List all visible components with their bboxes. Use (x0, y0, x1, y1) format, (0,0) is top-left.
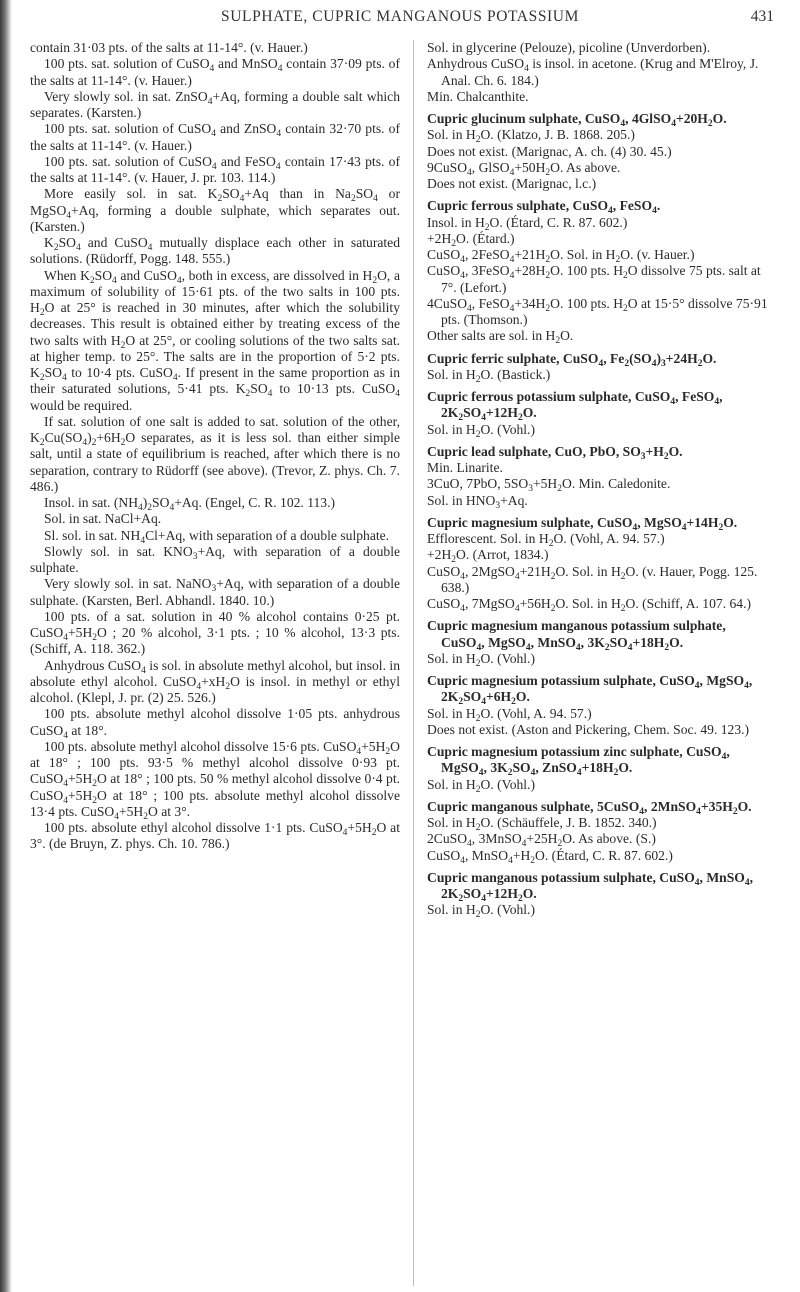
entry-line: Anhydrous CuSO$_4$ is insol. in acetone. (Krug and M'Elroy, J. Anal. Ch. 6. 184.) (427, 56, 759, 88)
entry-heading: Cupric magnesium sulphate, CuSO$_4$, $MgSO_4+14H_2O$. (427, 514, 738, 533)
entry-line: CuSO$_4$, $2FeSO_4+21H_2O$. Sol. in $H_2O$. (v. Hauer.) (427, 247, 695, 265)
column-divider (413, 40, 414, 1286)
left-paragraph: Anhydrous CuSO$_4$ is sol. in absolute methyl alcohol, but insol. in absolute ethyl alcohol. $CuSO_4+xH_2O$ is insol. in methyl or ethyl alcohol. (Klepl, J. pr. (2) 25. 526.) (30, 657, 400, 705)
compound-entry (427, 799, 772, 864)
entry-line: $+2H_2O$. (Étard.) (427, 230, 515, 249)
compound-entry (427, 618, 772, 667)
left-paragraph: 100 pts. absolute methyl alcohol dissolve 1·05 pts. anhydrous CuSO$_4$ at 18°. (30, 706, 400, 741)
entry-heading: Cupric ferrous potassium sulphate, CuSO$_4$, FeSO$_4$, $2K_2SO_4+12H_2O$. (427, 389, 723, 424)
entry-line: Sol. in $H_2O$. (Vohl.) (427, 902, 535, 921)
page-header (0, 6, 800, 36)
compound-entry (427, 111, 772, 192)
entry-line: CuSO$_4$, $2MgSO_4+21H_2O$. Sol. in $H_2O$. (v. Hauer, Pogg. 125. 638.) (427, 563, 758, 595)
entry-heading: Cupric ferric sulphate, CuSO$_4$, $Fe_2(SO_4)_3+24H_2O$. (427, 350, 717, 369)
entry-line: Sol. in $H_2O$. (Vohl, A. 94. 57.) (427, 705, 592, 724)
compound-entry (427, 673, 772, 738)
left-paragraph: contain 31·03 pts. of the salts at 11-14°. (v. Hauer.) (30, 40, 308, 55)
running-title: SULPHATE, CUPRIC MANGANOUS POTASSIUM (221, 8, 579, 25)
entry-line: Sol. in glycerine (Pelouze), picoline (Unverdorben). (427, 40, 711, 55)
entry-line: Min. Chalcanthite. (427, 88, 529, 104)
compound-entry (427, 40, 772, 105)
left-paragraph: Insol. in sat. $(NH_4)_2SO_4+Aq$. (Engel, C. R. 102. 113.) (44, 495, 336, 513)
entry-line: 3CuO, 7PbO, $5SO_3+5H_2O$. Min. Caledonite. (427, 476, 671, 495)
entry-line: Sol. in $H_2O$. (Vohl.) (427, 650, 535, 669)
entry-line: Other salts are sol. in $H_2O$. (427, 328, 574, 347)
entry-heading: Cupric magnesium potassium zinc sulphate, CuSO$_4$, MgSO$_4$, $3K_2SO_4$, $ZnSO_4+18H_2O$. (427, 744, 730, 779)
left-paragraph: Sl. sol. in sat. $NH_4Cl+Aq$, with separation of a double sulphate. (44, 527, 390, 546)
entry-heading: Cupric glucinum sulphate, CuSO$_4$, $4GlSO_4+20H_2O$. (427, 111, 727, 129)
entry-line: Sol. in $H_2O$. (Schäuffele, J. B. 1852. 340.) (427, 815, 657, 833)
left-paragraph: 100 pts. absolute ethyl alcohol dissolve 1·1 pts. $CuSO_4+5H_2O$ at 3°. (de Bruyn, Z. phys. Ch. 10. 786.) (30, 820, 400, 852)
entry-heading: Cupric lead sulphate, CuO, PbO, $SO_3+H_2O$. (427, 443, 683, 462)
entry-line: Sol. in $H_2O$. (Bastick.) (427, 366, 551, 385)
left-paragraph: 100 pts. sat. solution of CuSO$_4$ and MnSO$_4$ contain 37·09 pts. of the salts at 11-14°. (v. Hauer.) (30, 56, 400, 88)
right-column (427, 40, 772, 919)
entry-heading: Cupric manganous sulphate, 5CuSO$_4$, $2MnSO_4+35H_2O$. (427, 798, 752, 817)
left-paragraph: 100 pts. of a sat. solution in 40 % alcohol contains 0·25 pt. $CuSO_4+5H_2O$ ; 20 % alcohol, 3·1 pts. ; 10 % alcohol, 13·3 pts. (Schiff, A. 118. 362.) (30, 608, 400, 657)
left-paragraph: 100 pts. absolute methyl alcohol dissolve 15·6 pts. $CuSO_4+5H_2O$ at 18° ; 100 pts. 93·5 % methyl alcohol dissolve 0·93 pt. $CuSO_4+5H_2O$ at 18° ; 100 pts. 50 % methyl alcohol dissolve 0·4 pt. $CuSO_4+5H_2O$ at 18° ; 100 pts. absolute methyl alcohol dissolve 13·4 pts. $CuSO_4+5H_2O$ at 3°. (30, 738, 400, 822)
compound-entry (427, 198, 772, 347)
entry-line: Does not exist. (Marignac, A. ch. (4) 30. 45.) (427, 143, 672, 159)
left-paragraph: 100 pts. sat. solution of CuSO$_4$ and ZnSO$_4$ contain 32·70 pts. of the salts at 11-14°. (v. Hauer.) (30, 121, 400, 153)
page-binding-shadow (0, 0, 12, 1292)
entry-line: CuSO$_4$, $MnSO_4+H_2O$. (Étard, C. R. 87. 602.) (427, 847, 673, 866)
entry-line: 9CuSO$_4$, $GlSO_4+50H_2O$. As above. (427, 159, 621, 178)
left-paragraph: Sol. in sat. NaCl+Aq. (44, 511, 162, 527)
entry-line: Sol. in $H_2O$. (Vohl.) (427, 776, 535, 795)
left-paragraph: 100 pts. sat. solution of CuSO$_4$ and FeSO$_4$ contain 17·43 pts. of the salts at 11-14°. (v. Hauer, J. pr. 103. 114.) (30, 153, 400, 185)
left-column (30, 40, 400, 853)
left-paragraph: If sat. solution of one salt is added to sat. solution of the other, $K_2Cu(SO_4)_2+6H_2O$ separates, as it is less sol. than either simple salt, until a state of equilibrium is reached, after which there is no separation, contrary to Rüdorff (see above). (Trevor, Z. phys. Ch. 7. 486.) (30, 413, 400, 494)
entry-line: Sol. in $H_2O$. (Vohl.) (427, 421, 535, 440)
entry-line: 4CuSO$_4$, $FeSO_4+34H_2O$. 100 pts. $H_2O$ at 15·5° dissolve 75·91 pts. (Thomson.) (427, 295, 768, 327)
compound-entry (427, 351, 772, 384)
entry-heading: Cupric ferrous sulphate, CuSO$_4$, FeSO$_4$. (427, 198, 661, 217)
entry-line: CuSO$_4$, $3FeSO_4+28H_2O$. 100 pts. $H_2O$ dissolve 75 pts. salt at 7°. (Lefort.) (427, 263, 761, 295)
compound-entry (427, 870, 772, 919)
compound-entry (427, 444, 772, 509)
compound-entry (427, 744, 772, 793)
entry-line: Does not exist. (Aston and Pickering, Chem. Soc. 49. 123.) (427, 721, 750, 737)
left-paragraph: Very slowly sol. in sat. ZnSO$_4$+Aq, forming a double salt which separates. (Karsten.) (30, 88, 400, 120)
entry-line: CuSO$_4$, $7MgSO_4+56H_2O$. Sol. in $H_2O$. (Schiff, A. 107. 64.) (427, 596, 752, 614)
entry-heading: Cupric manganous potassium sulphate, CuSO$_4$, MnSO$_4$, $2K_2SO_4+12H_2O$. (427, 869, 754, 904)
left-paragraph: $K_2SO_4$ and CuSO$_4$ mutually displace each other in saturated solutions. (Rüdorff, Pogg. 148. 555.) (30, 235, 400, 267)
entry-line: Does not exist. (Marignac, l.c.) (427, 176, 597, 191)
entry-line: Efflorescent. Sol. in $H_2O$. (Vohl, A. 94. 57.) (427, 531, 665, 549)
entry-heading: Cupric magnesium potassium sulphate, CuSO$_4$, MgSO$_4$, $2K_2SO_4+6H_2O$. (427, 673, 753, 708)
entry-line: Insol. in $H_2O$. (Étard, C. R. 87. 602.) (427, 214, 628, 233)
entry-line: $+2H_2O$. (Arrot, 1834.) (427, 547, 549, 566)
entry-line: 2CuSO$_4$, $3MnSO_4+25H_2O$. As above. (S.) (427, 831, 656, 850)
page-number: 431 (750, 8, 774, 25)
left-paragraph: Very slowly sol. in sat. NaNO$_3$+Aq, with separation of a double sulphate. (Karsten, Berl. Abhandl. 1840. 10.) (30, 576, 401, 608)
left-paragraph: When $K_2SO_4$ and CuSO$_4$, both in excess, are dissolved in $H_2O$, a maximum of solubility of 15·61 pts. of the two salts in 100 pts. $H_2O$ at 25° is reached in 30 minutes, after which the solubility decreases. This result is obtained either by treating excess of the two salts with $H_2O$ at 25°, or cooling solutions of the two salts sat. at higher temp. to 25°. The salts are in the proportion of 5·2 pts. $K_2SO_4$ to 10·4 pts. CuSO$_4$. If present in the same proportion as in their saturated solutions, 5·41 pts. $K_2SO_4$ to 10·13 pts. CuSO$_4$ would be required. (30, 267, 401, 413)
compound-entry (427, 389, 772, 438)
entry-heading: Cupric magnesium manganous potassium sulphate, CuSO$_4$, MgSO$_4$, MnSO$_4$, $3K_2SO_4+18H_2O$. (427, 618, 726, 653)
entry-line: Sol. in $HNO_3+Aq$. (427, 492, 528, 511)
compound-entry (427, 515, 772, 613)
entry-line: Sol. in $H_2O$. (Klatzo, J. B. 1868. 205.) (427, 127, 635, 146)
left-paragraph: More easily sol. in sat. $K_2SO_4+Aq$ than in $Na_2SO_4$ or MgSO$_4$+Aq, forming a double sulphate, which separates out. (Karsten.) (30, 186, 400, 234)
entry-line: Min. Linarite. (427, 460, 503, 475)
left-paragraph: Slowly sol. in sat. $KNO_3+Aq$, with separation of a double sulphate. (30, 543, 400, 575)
